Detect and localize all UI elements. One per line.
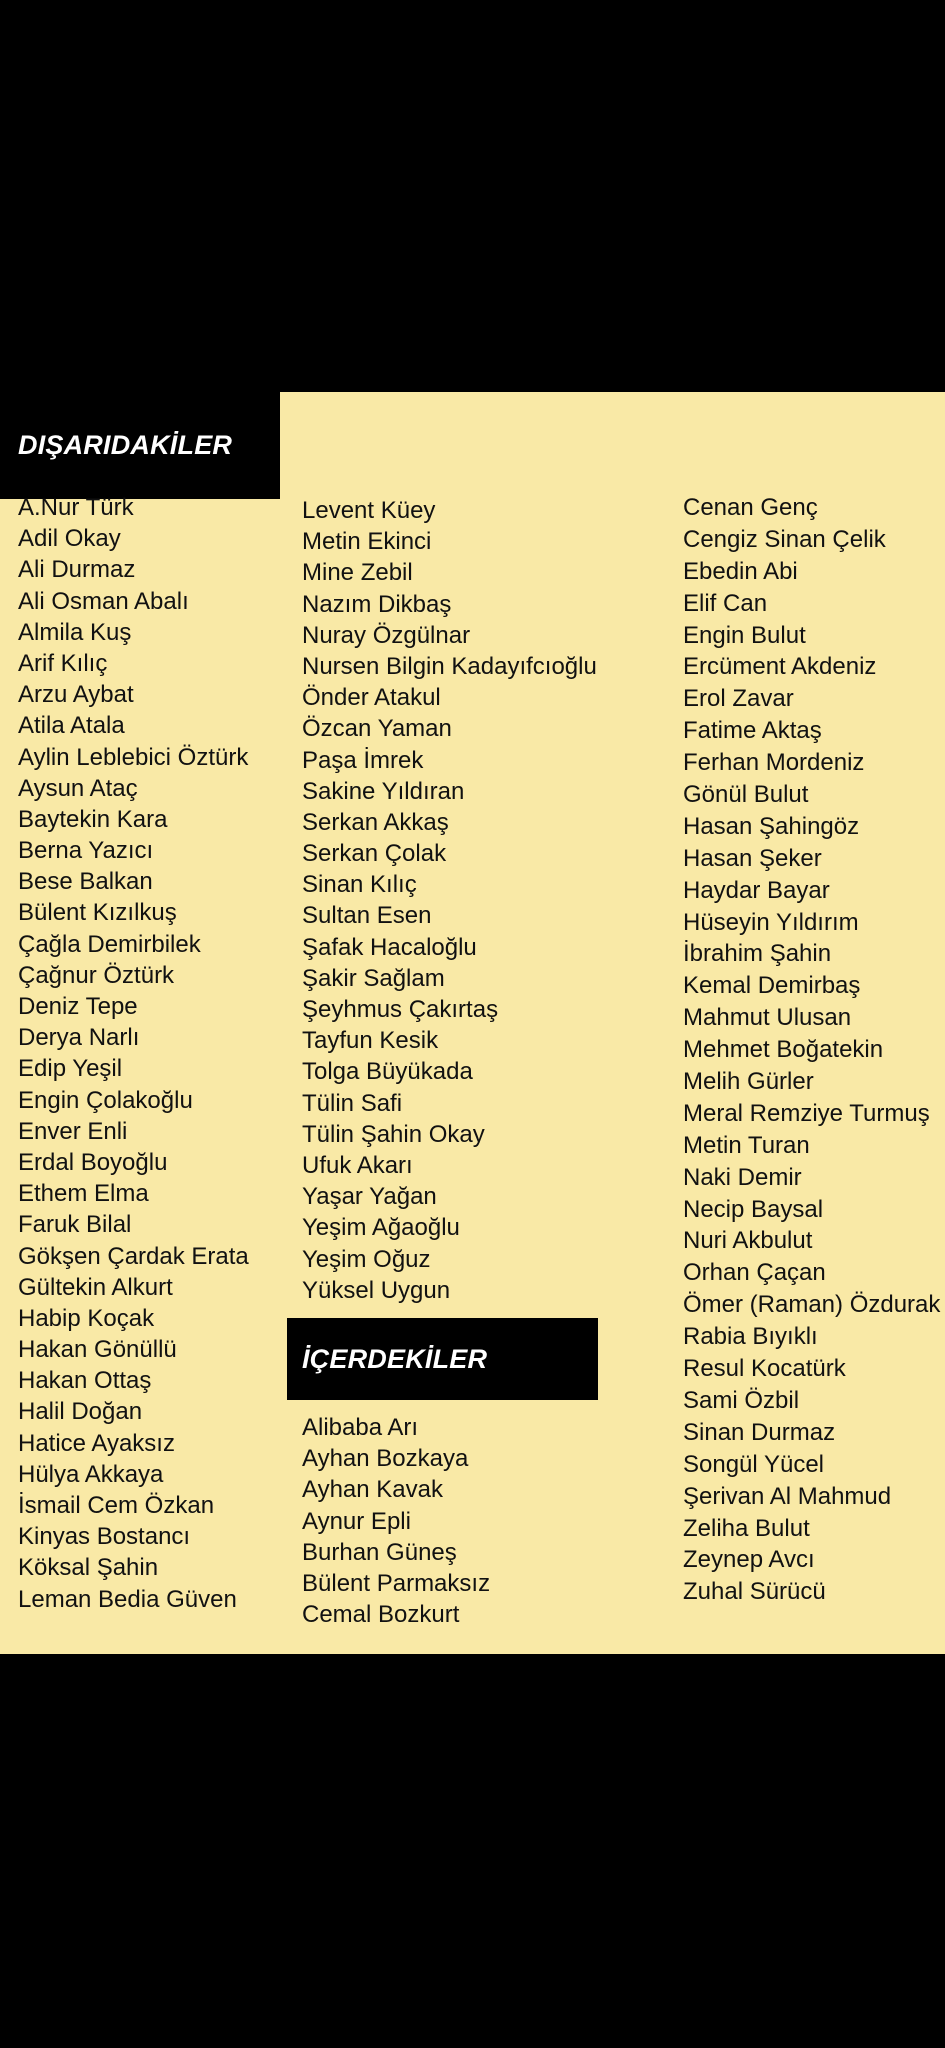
list-item: Leman Bedia Güven [18, 1585, 237, 1613]
list-item: Berna Yazıcı [18, 837, 154, 865]
list-item: Adil Okay [18, 525, 121, 553]
list-item: Engin Çolakoğlu [18, 1086, 193, 1114]
list-item: Nuray Özgülnar [302, 621, 471, 649]
list-item: Hakan Gönüllü [18, 1336, 177, 1364]
list-item: Kemal Demirbaş [683, 972, 861, 1000]
list-item: Derya Narlı [18, 1024, 140, 1052]
outside-column-2 [302, 495, 597, 1306]
list-item: Meral Remziye Turmuş [683, 1099, 930, 1127]
list-item: İsmail Cem Özkan [18, 1492, 215, 1519]
list-item: Faruk Bilal [18, 1211, 132, 1239]
list-item: Levent Küey [302, 497, 436, 524]
list-item: Nursen Bilgin Kadayıfcıoğlu [302, 652, 597, 680]
list-item: Elif Can [683, 589, 768, 617]
outside-column-1 [18, 492, 249, 1615]
list-item: Metin Turan [683, 1131, 810, 1159]
list-item: Necip Baysal [683, 1195, 824, 1223]
list-item: Sultan Esen [302, 902, 432, 930]
list-item: Hasan Şahingöz [683, 812, 860, 840]
list-item: Önder Atakul [302, 684, 441, 712]
list-item: Naki Demir [683, 1163, 802, 1191]
list-item: Rabia Bıyıklı [683, 1323, 818, 1351]
list-item: Hasan Şeker [683, 844, 822, 872]
list-item: Zeynep Avcı [683, 1546, 815, 1574]
list-item: Ömer (Raman) Özdurak [683, 1291, 941, 1319]
list-item: Ebedin Abi [683, 557, 798, 585]
list-item: Aylin Leblebici Öztürk [18, 743, 249, 771]
list-item: Erdal Boyoğlu [18, 1148, 168, 1176]
list-item: Hüseyin Yıldırım [683, 908, 859, 936]
list-item: Aynur Epli [302, 1507, 411, 1535]
list-item: Resul Kocatürk [683, 1355, 846, 1383]
list-item: Gönül Bulut [683, 781, 809, 809]
list-item: Şafak Hacaloğlu [302, 933, 477, 961]
inside-column-2 [683, 492, 940, 1608]
list-item: Bülent Kızılkuş [18, 899, 177, 927]
list-item: Ferhan Mordeniz [683, 749, 865, 777]
list-item: Tolga Büyükada [302, 1058, 473, 1086]
list-item: Tayfun Kesik [302, 1027, 439, 1055]
inside-column-1 [302, 1412, 490, 1630]
list-item: Şeyhmus Çakırtaş [302, 996, 499, 1023]
list-item: Mehmet Boğatekin [683, 1036, 884, 1064]
list-item: Nuri Akbulut [683, 1227, 813, 1255]
list-item: Burhan Güneş [302, 1538, 457, 1566]
list-item: Mine Zebil [302, 559, 413, 587]
list-item: Kinyas Bostancı [18, 1523, 191, 1551]
list-item: Deniz Tepe [18, 993, 138, 1020]
list-item: Hatice Ayaksız [18, 1429, 175, 1457]
list-item: Köksal Şahin [18, 1554, 159, 1582]
list-item: Sinan Kılıç [302, 871, 417, 899]
list-item: Bülent Parmaksız [302, 1569, 491, 1597]
list-item: Fatime Aktaş [683, 717, 822, 745]
list-item: Tülin Şahin Okay [302, 1120, 485, 1148]
list-item: Şakir Sağlam [302, 964, 445, 992]
list-item: Edip Yeşil [18, 1055, 123, 1083]
list-item: Sakine Yıldıran [302, 777, 465, 805]
list-item: Orhan Çaçan [683, 1259, 826, 1287]
list-item: Çağnur Öztürk [18, 961, 175, 989]
list-item: Atila Atala [18, 712, 125, 740]
list-item: Alibaba Arı [302, 1414, 419, 1441]
list-item: Gökşen Çardak Erata [18, 1242, 249, 1270]
list-item: Halil Doğan [18, 1398, 143, 1426]
list-item: Serkan Akkaş [302, 808, 449, 836]
list-item: İbrahim Şahin [683, 940, 832, 968]
list-item: Melih Gürler [683, 1068, 814, 1096]
list-item: Hakan Ottaş [18, 1367, 152, 1395]
list-item: Baytekin Kara [18, 805, 168, 833]
list-item: Şerivan Al Mahmud [683, 1482, 892, 1510]
list-item: Enver Enli [18, 1117, 128, 1145]
list-item: Aysun Ataç [18, 774, 138, 802]
list-item: Ethem Elma [18, 1180, 149, 1208]
list-item: Songül Yücel [683, 1450, 824, 1478]
list-item: Yüksel Uygun [302, 1276, 451, 1304]
list-item: Sami Özbil [683, 1386, 800, 1414]
outside-heading: DIŞARIDAKİLER [0, 392, 280, 499]
list-item: Yaşar Yağan [302, 1183, 437, 1211]
list-item: Erol Zavar [683, 685, 794, 713]
list-item: Haydar Bayar [683, 876, 830, 904]
list-item: Ali Durmaz [18, 556, 136, 584]
list-item: Hülya Akkaya [18, 1460, 164, 1488]
list-item: Cemal Bozkurt [302, 1601, 460, 1629]
list-item: Ayhan Bozkaya [302, 1445, 469, 1473]
names-sheet [0, 392, 945, 1654]
list-item: Nazım Dikbaş [302, 590, 452, 618]
list-item: Ayhan Kavak [302, 1476, 443, 1504]
list-item: Tülin Safi [302, 1089, 403, 1117]
list-item: Engin Bulut [683, 621, 806, 649]
list-item: Yeşim Oğuz [302, 1245, 431, 1273]
list-item: Arif Kılıç [18, 649, 108, 677]
list-item: Bese Balkan [18, 868, 153, 896]
list-item: Zeliha Bulut [683, 1514, 810, 1542]
list-item: Yeşim Ağaoğlu [302, 1214, 460, 1242]
list-item: Zuhal Sürücü [683, 1578, 826, 1606]
list-item: Serkan Çolak [302, 840, 447, 868]
list-item: Metin Ekinci [302, 528, 432, 556]
list-item: Cenan Genç [683, 494, 818, 521]
list-item: Almila Kuş [18, 618, 132, 646]
list-item: Ercüment Akdeniz [683, 653, 877, 681]
list-item: Özcan Yaman [302, 715, 452, 743]
list-item: Ufuk Akarı [302, 1151, 413, 1179]
list-item: Habip Koçak [18, 1304, 155, 1332]
list-item: Mahmut Ulusan [683, 1004, 852, 1032]
list-item: Gültekin Alkurt [18, 1273, 173, 1301]
list-item: Arzu Aybat [18, 681, 134, 709]
list-item: Paşa İmrek [302, 746, 424, 774]
inside-heading: İÇERDEKİLER [287, 1318, 598, 1400]
list-item: Cengiz Sinan Çelik [683, 525, 886, 553]
list-item: Ali Osman Abalı [18, 587, 189, 615]
list-item: Sinan Durmaz [683, 1418, 836, 1446]
list-item: Çağla Demirbilek [18, 930, 201, 958]
list-item: A.Nur Türk [18, 494, 134, 521]
